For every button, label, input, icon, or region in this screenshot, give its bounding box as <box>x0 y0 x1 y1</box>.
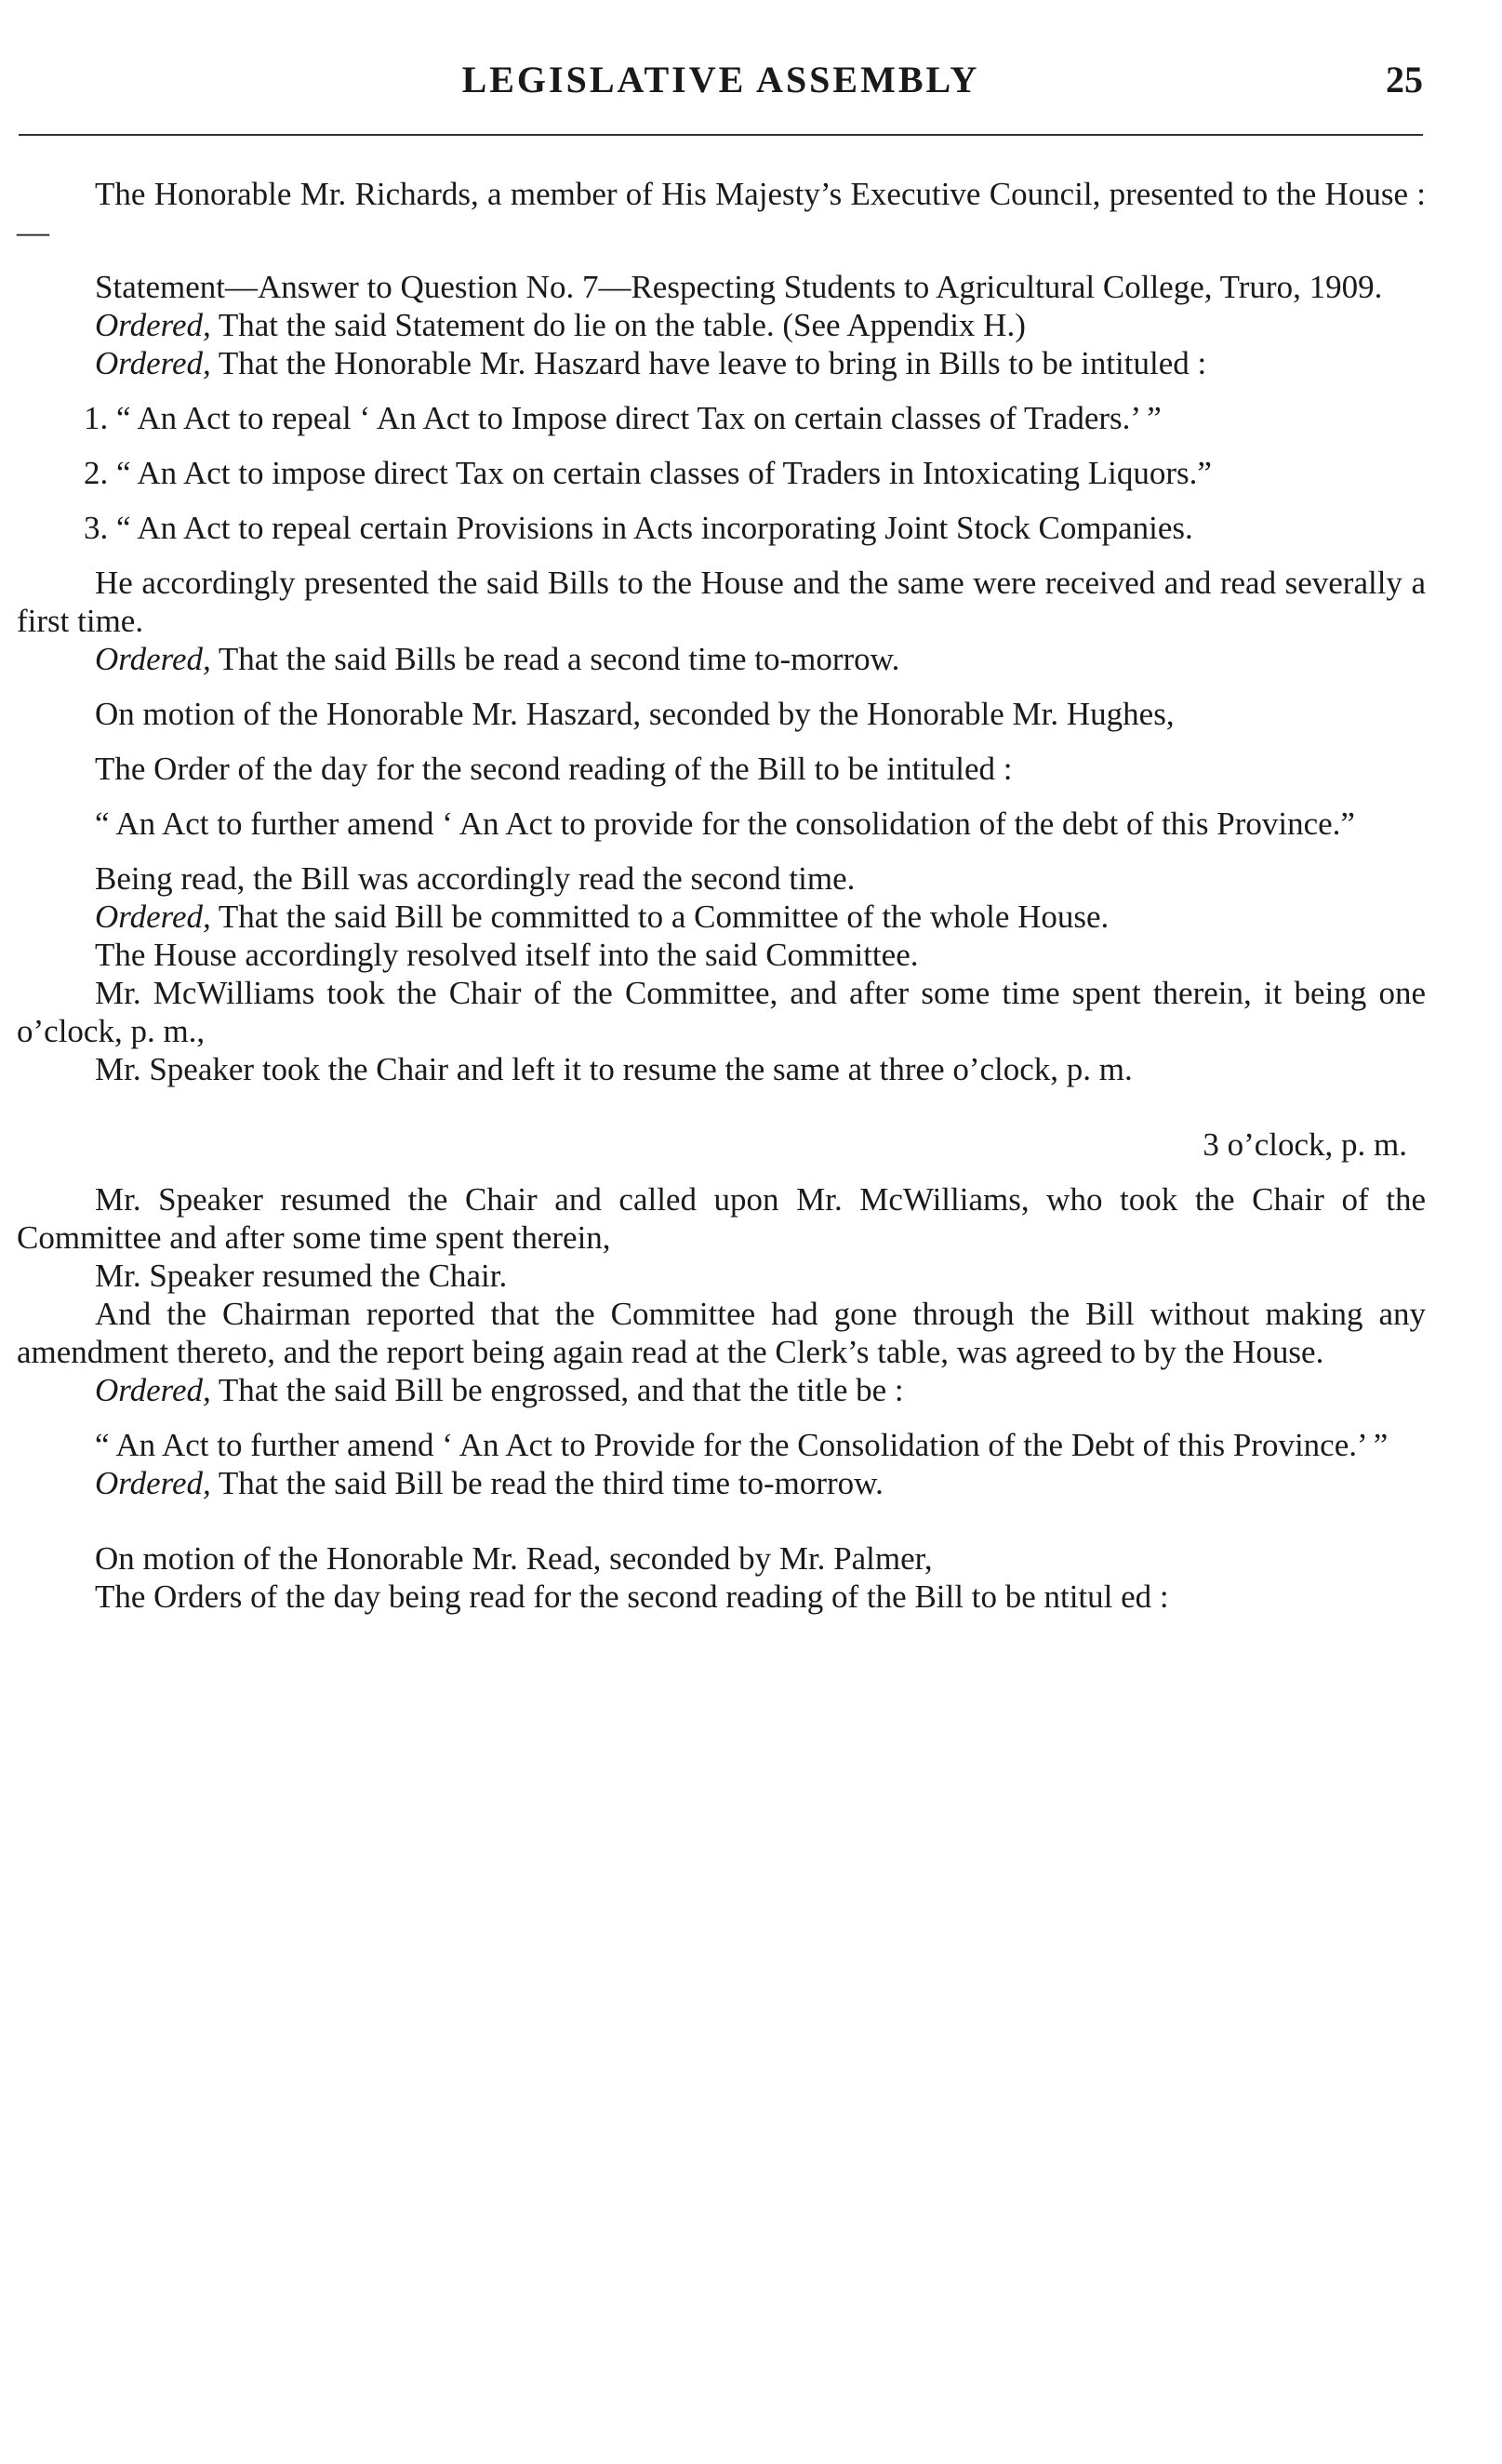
paragraph-house-resolved: The House accordingly resolved itself into the said Committee. <box>95 937 919 973</box>
paragraph-text: That the said Bill be committed to a Committee of the whole House. <box>210 899 1110 935</box>
ordered-label: Ordered, <box>95 1465 211 1501</box>
paragraph-motion-read: On motion of the Honorable Mr. Read, seconded by Mr. Palmer, <box>95 1540 933 1577</box>
paragraph-motion-haszard: On motion of the Honorable Mr. Haszard, seconded by the Honorable Mr. Hughes, <box>95 696 1175 732</box>
paragraph-orders-of-day: The Orders of the day being read for the second reading of the Bill to be ntitul ed : <box>95 1578 1169 1615</box>
page-header <box>19 58 1423 104</box>
bill-item-2: 2. “ An Act to impose direct Tax on certain classes of Traders in Intoxicating Liquors.” <box>84 455 1212 491</box>
bill-item-1: 1. “ An Act to repeal ‘ An Act to Impose direct Tax on certain classes of Traders.’ ” <box>84 400 1162 436</box>
paragraph-mcwilliams-chair: Mr. McWilliams took the Chair of the Committee, and after some time spent therein, it being one o’clock, p. m., <box>17 975 1426 1049</box>
paragraph-ordered-leave <box>17 344 1426 382</box>
paragraph-ordered-third-time <box>17 1464 1426 1502</box>
ordered-label: Ordered, <box>95 641 211 677</box>
paragraph-text: That the Honorable Mr. Haszard have leave to bring in Bills to be intituled : <box>210 345 1207 381</box>
paragraph-act-title: “ An Act to further amend ‘ An Act to provide for the consolidation of the debt of this Province.” <box>95 806 1355 842</box>
paragraph-text: That the said Bill be engrossed, and that the title be : <box>210 1372 904 1408</box>
paragraph-speaker-resumed: Mr. Speaker resumed the Chair. <box>95 1258 508 1294</box>
header-title: LEGISLATIVE ASSEMBLY <box>461 59 980 100</box>
page-number: 25 <box>1386 59 1423 100</box>
paragraph-being-read: Being read, the Bill was accordingly read the second time. <box>95 860 856 897</box>
paragraph-text: That the said Bill be read the third time to-morrow. <box>210 1465 884 1501</box>
paragraph-ordered-committed <box>17 898 1426 936</box>
paragraph-presented: He accordingly presented the said Bills to the House and the same were received and read severally a first time. <box>17 565 1426 639</box>
document-body <box>17 175 1426 1616</box>
paragraph-text: That the said Statement do lie on the table. (See Appendix H.) <box>210 307 1026 343</box>
paragraph-ordered-engrossed <box>17 1371 1426 1409</box>
paragraph-chairman-reported: And the Chairman reported that the Committee had gone through the Bill without making any amendment thereto, and the report being again read at the Clerk’s table, was agreed to by the House. <box>17 1296 1426 1370</box>
paragraph-richards: The Honorable Mr. Richards, a member of His Majesty’s Executive Council, presented to the House :— <box>17 176 1426 250</box>
paragraph-speaker-left: Mr. Speaker took the Chair and left it to resume the same at three o’clock, p. m. <box>95 1051 1133 1087</box>
paragraph-text: That the said Bills be read a second time to-morrow. <box>210 641 900 677</box>
time-marker: 3 o’clock, p. m. <box>1203 1126 1407 1163</box>
paragraph-ordered-second-time <box>17 640 1426 678</box>
paragraph-engrossed-title: “ An Act to further amend ‘ An Act to Provide for the Consolidation of the Debt of this Province.’ ” <box>95 1427 1389 1463</box>
header-rule <box>19 134 1423 136</box>
bill-item-3: 3. “ An Act to repeal certain Provisions in Acts incorporating Joint Stock Companies. <box>84 510 1193 546</box>
ordered-label: Ordered, <box>95 345 211 381</box>
paragraph-statement: Statement—Answer to Question No. 7—Respecting Students to Agricultural College, Truro, 1909. <box>95 269 1383 305</box>
paragraph-ordered-lie <box>17 306 1426 344</box>
ordered-label: Ordered, <box>95 307 211 343</box>
ordered-label: Ordered, <box>95 899 211 935</box>
paragraph-order-of-day: The Order of the day for the second reading of the Bill to be intituled : <box>95 751 1013 787</box>
paragraph-speaker-resumed-called: Mr. Speaker resumed the Chair and called upon Mr. McWilliams, who took the Chair of the Committee and after some time spent therein, <box>17 1181 1426 1256</box>
ordered-label: Ordered, <box>95 1372 211 1408</box>
